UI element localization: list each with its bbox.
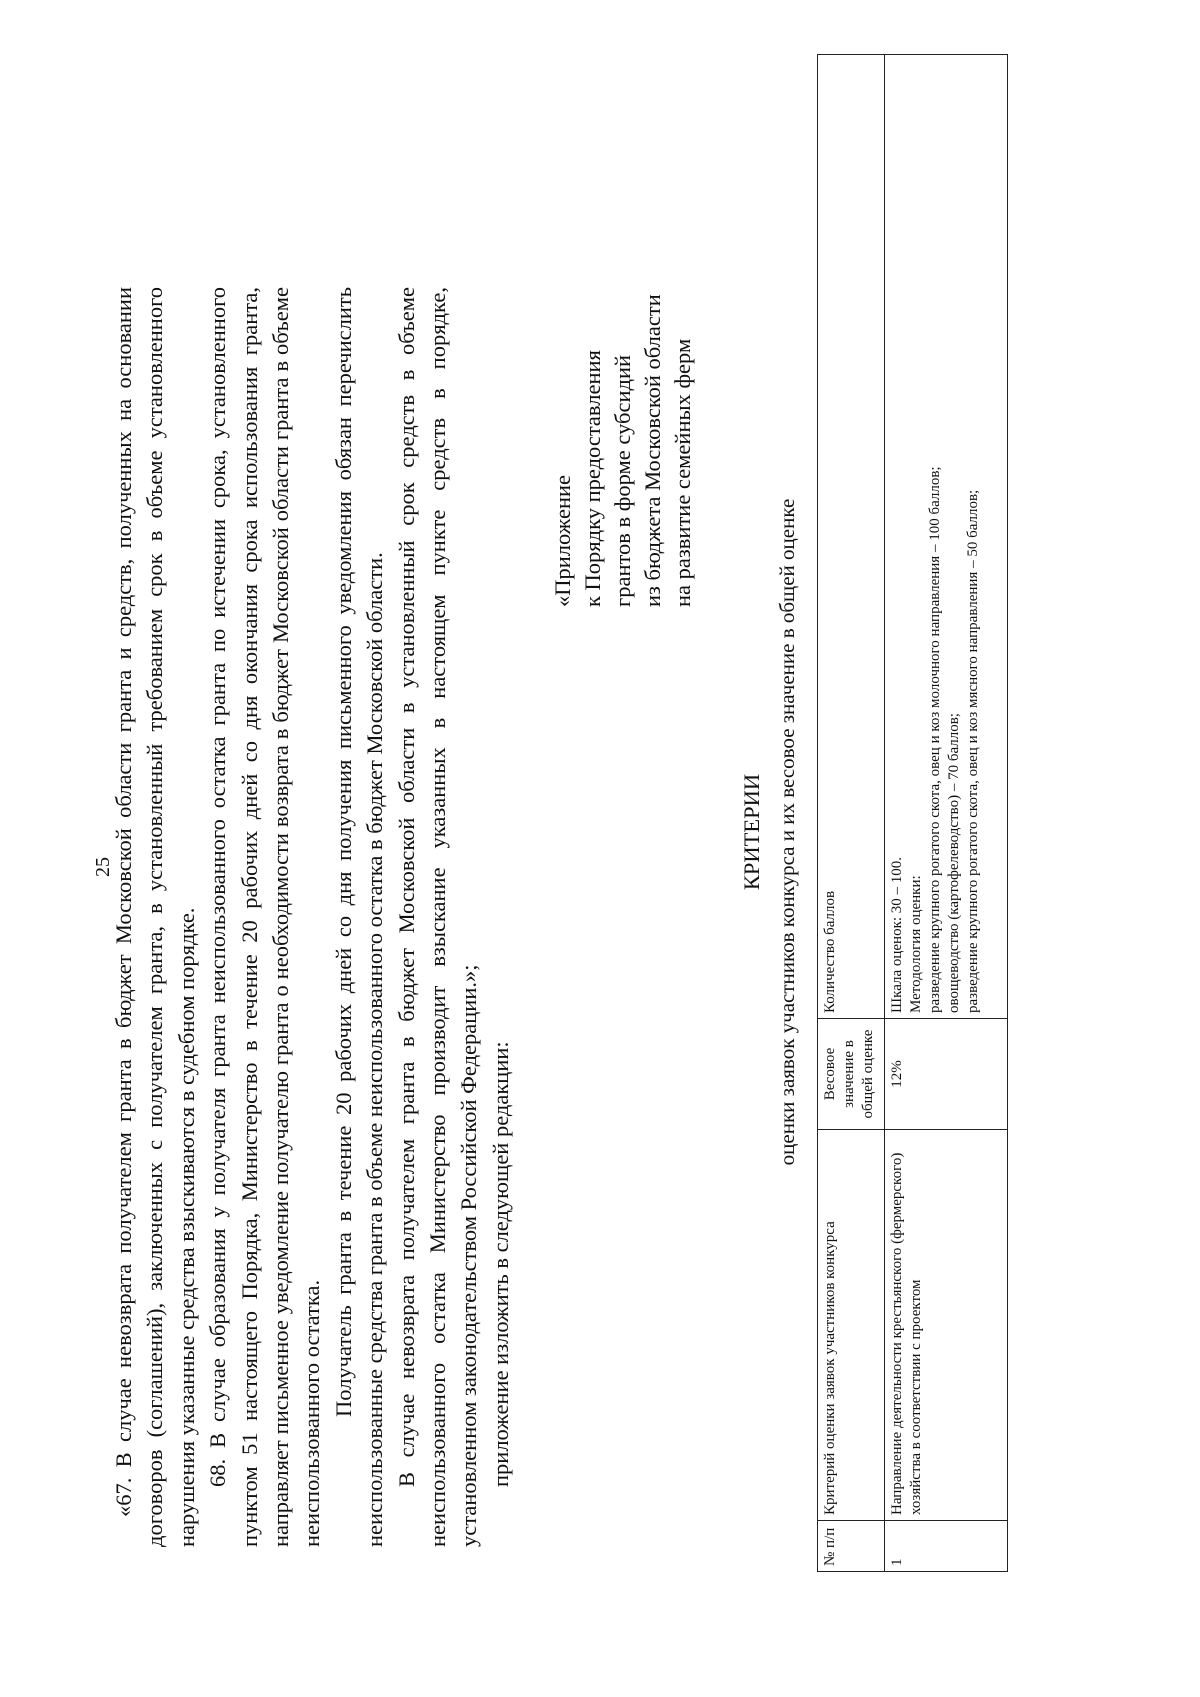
criteria-table — [817, 54, 1008, 1572]
appendix-line: на развитие семейных ферм — [670, 338, 695, 607]
score-line: Методология оценки: — [908, 875, 924, 1013]
score-line: Шкала оценок: 30 – 100. — [889, 856, 905, 1013]
table-row — [885, 55, 1008, 1572]
appendix-header — [548, 187, 698, 607]
header-criterion: Критерий оценки заявок участников конкурса — [818, 1130, 885, 1521]
row-score — [885, 55, 1008, 1019]
appendix-line: «Приложение — [550, 474, 575, 607]
appendix-line: к Порядку предоставления — [580, 350, 605, 607]
page-number: 25 — [92, 857, 114, 877]
paragraph-recovery: В случае невозврата получателем гранта в бюджет Московской области в установленный срок средств в объеме неиспользованного остатка Министерство производит взыскание указанных в настоящем пункте средств в порядке, установленном законодательством Российской Федерации.»; — [393, 287, 482, 1547]
paragraph-67: «67. В случае невозврата получателем гранта в бюджет Московской области гранта и средств, полученных на основании договоров (соглашений), заключенных с получателем гранта, в установленный требованием срок в объеме установленного нарушения указанные средства взыскиваются в судебном порядке. — [111, 287, 199, 1547]
row-no: 1 — [885, 1521, 1008, 1572]
criteria-title: КРИТЕРИИ — [739, 773, 764, 891]
row-weight: 12% — [885, 1019, 1008, 1130]
body-text — [108, 287, 516, 1547]
header-no: № п/п — [818, 1521, 885, 1572]
criteria-subtitle: оценки заявок участников конкурса и их весовое значение в общей оценке — [775, 498, 799, 1166]
appendix-line: грантов в форме субсидий — [610, 354, 635, 607]
header-score: Количество баллов — [818, 55, 885, 1019]
paragraph-appendix-intro: приложение изложить в следующей редакции: — [487, 1041, 513, 1487]
table-header-row — [818, 55, 885, 1572]
appendix-line: из бюджета Московской области — [640, 294, 665, 607]
paragraph-transfer: Получатель гранта в течение 20 рабочих дней со дня получения письменного уведомления обязан перечислить неиспользованные средства гранта в объеме неиспользованного остатка в бюджет Московской области. — [330, 287, 388, 1547]
score-line: овощеводство (картофелеводство) – 70 баллов; — [946, 713, 962, 1013]
row-criterion: Направление деятельности крестьянского (фермерского) хозяйства в соответствии с проектом — [885, 1130, 1008, 1521]
score-line: разведение крупного рогатого скота, овец и коз молочного направления – 100 баллов; — [927, 466, 943, 1013]
header-weight: Весовое значение в общей оценке — [818, 1019, 885, 1130]
paragraph-68: 68. В случае образования у получателя гранта неиспользованного остатка гранта по истечении срока, установленного пунктом 51 настоящего Порядка, Министерство в течение 20 рабочих дней со дня окончания срока использования гранта, направляет письменное уведомление получателю гранта о необходимости возврата в бюджет Московской области гранта в объеме неиспользованного остатка. — [205, 287, 325, 1547]
score-line: разведение крупного рогатого скота, овец и коз мясного направления – 50 баллов; — [965, 489, 981, 1013]
